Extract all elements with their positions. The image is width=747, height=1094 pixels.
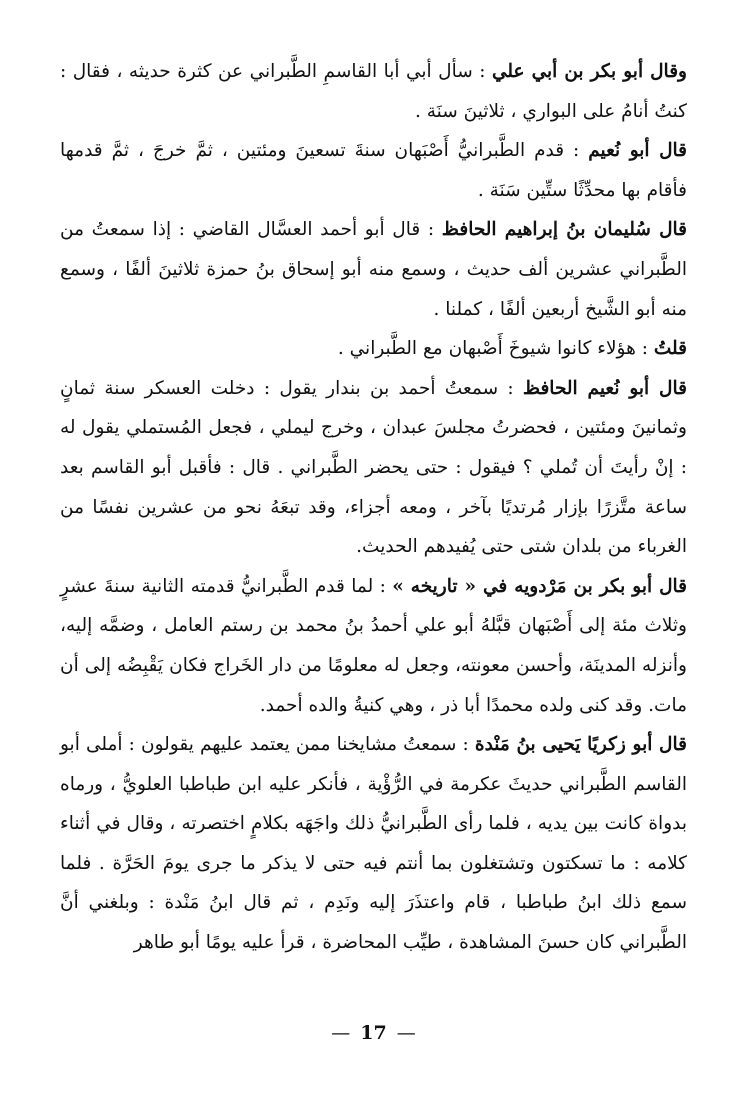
speaker-label: قلتُ [653, 338, 687, 360]
page-number [0, 1022, 747, 1044]
paragraph-text: : قدم الطَّبرانيُّ أَصْبَهان سنةَ تسعينَ ومئتين ، ثمَّ خرجَ ، ثمَّ قدمها فأقام بها محدِّثًا ستِّين سَنَة . [60, 140, 687, 201]
paragraph-3 [60, 210, 687, 329]
body-text [60, 52, 687, 963]
speaker-label: قال أبو نُعيم الحافظ [522, 377, 687, 399]
paragraph-6 [60, 567, 687, 725]
paragraph-text: : هؤلاء كانوا شيوخَ أَصْبهان مع الطَّبراني . [337, 338, 648, 360]
speaker-label: وقال أبو بكر بن أبي علي [491, 61, 687, 82]
page-number-value: 17 [360, 1022, 387, 1044]
dash-left: — [331, 1022, 351, 1044]
paragraph-text: : قال أبو أحمد العسَّال القاضي : إذا سمعتُ من الطَّبراني عشرين ألف حديث ، وسمع منه أبو إسحاق بنُ حمزة ثلاثينَ ألفًا ، وسمع منه أبو الشَّيخ أربعين ألفًا ، كملنا . [60, 219, 687, 320]
paragraph-7 [60, 725, 687, 963]
speaker-label: قال أبو بكر بن مَرْدويه في « تاريخه » [392, 575, 687, 597]
paragraph-text: : سأل أبي أبا القاسمِ الطَّبراني عن كثرة حديثه ، فقال : كنتُ أنامُ على البواري ، ثلاثينَ سنَة . [60, 61, 687, 122]
speaker-label: قال أبو زكريًا يَحيى بنُ مَنْدة [474, 734, 687, 756]
paragraph-5 [60, 369, 687, 567]
paragraph-2 [60, 131, 687, 210]
paragraph-text: : لما قدم الطَّبرانيُّ قدمته الثانية سنةَ عشرٍ وثلاث مئة إلى أَصْبَهان قبَّلهُ أبو علي أحمدُ بنُ محمد بن رستم العامل ، وضمَّه إليه، وأنزله المدينَة، وأحسن معونته، وجعل له معلومًا من دار الخَراج فكان يَقْبِضُه إلى أن مات. وقد كنى ولده محمدًا أبا ذر ، وهي كنيةُ والده أحمد. [60, 575, 687, 716]
speaker-label: قال سُليمان بنُ إبراهيم الحافظ [441, 219, 687, 241]
paragraph-text: : سمعتُ مشايخنا ممن يعتمد عليهم يقولون : أملى أبو القاسم الطَّبراني حديثَ عكرمة في الرُّؤْية ، فأنكر عليه ابن طباطبا العلويُّ ، ورماه بدواة كانت بين يديه ، فلما رأى الطَّبرانيُّ ذلك واجَهَه بكلامٍ اختصرته ، وقال في أثناء كلامه : ما تسكتون وتشتغلون بما أنتم فيه حتى لا يذكر ما جرى يومَ الحَرَّة . فلما سمع ذلك ابنُ طباطبا ، قام واعتذَرَ إليه ونَدِم ، ثم قال ابنُ مَنْدة : وبلغني أنَّ الطَّبراني كان حسنَ المشاهدة ، طيِّب المحاضرة ، قرأ عليه يومًا أبو طاهر [60, 734, 687, 954]
dash-right: — [396, 1022, 416, 1044]
paragraph-text: : سمعتُ أحمد بن بندار يقول : دخلت العسكر سنة ثمانٍ وثمانينَ ومئتين ، فحضرتُ مجلسَ عبدان ، وخرج ليملي ، فجعل المُستملي يقول له : إنْ رأيتَ أن تُملي ؟ فيقول : حتى يحضر الطَّبراني . قال : فأقبل أبو القاسم بعد ساعة متَّزرًا بإزار مُرتديًا بآخر ، ومعه أجزاء، وقد تبعَهُ نحو من عشرين نفسًا من الغرباء من بلدان شتى حتى يُفيدهم الحديث. [60, 377, 687, 558]
paragraph-4 [60, 329, 687, 369]
paragraph-1 [60, 52, 687, 131]
speaker-label: قال أبو نُعيم [588, 140, 687, 162]
